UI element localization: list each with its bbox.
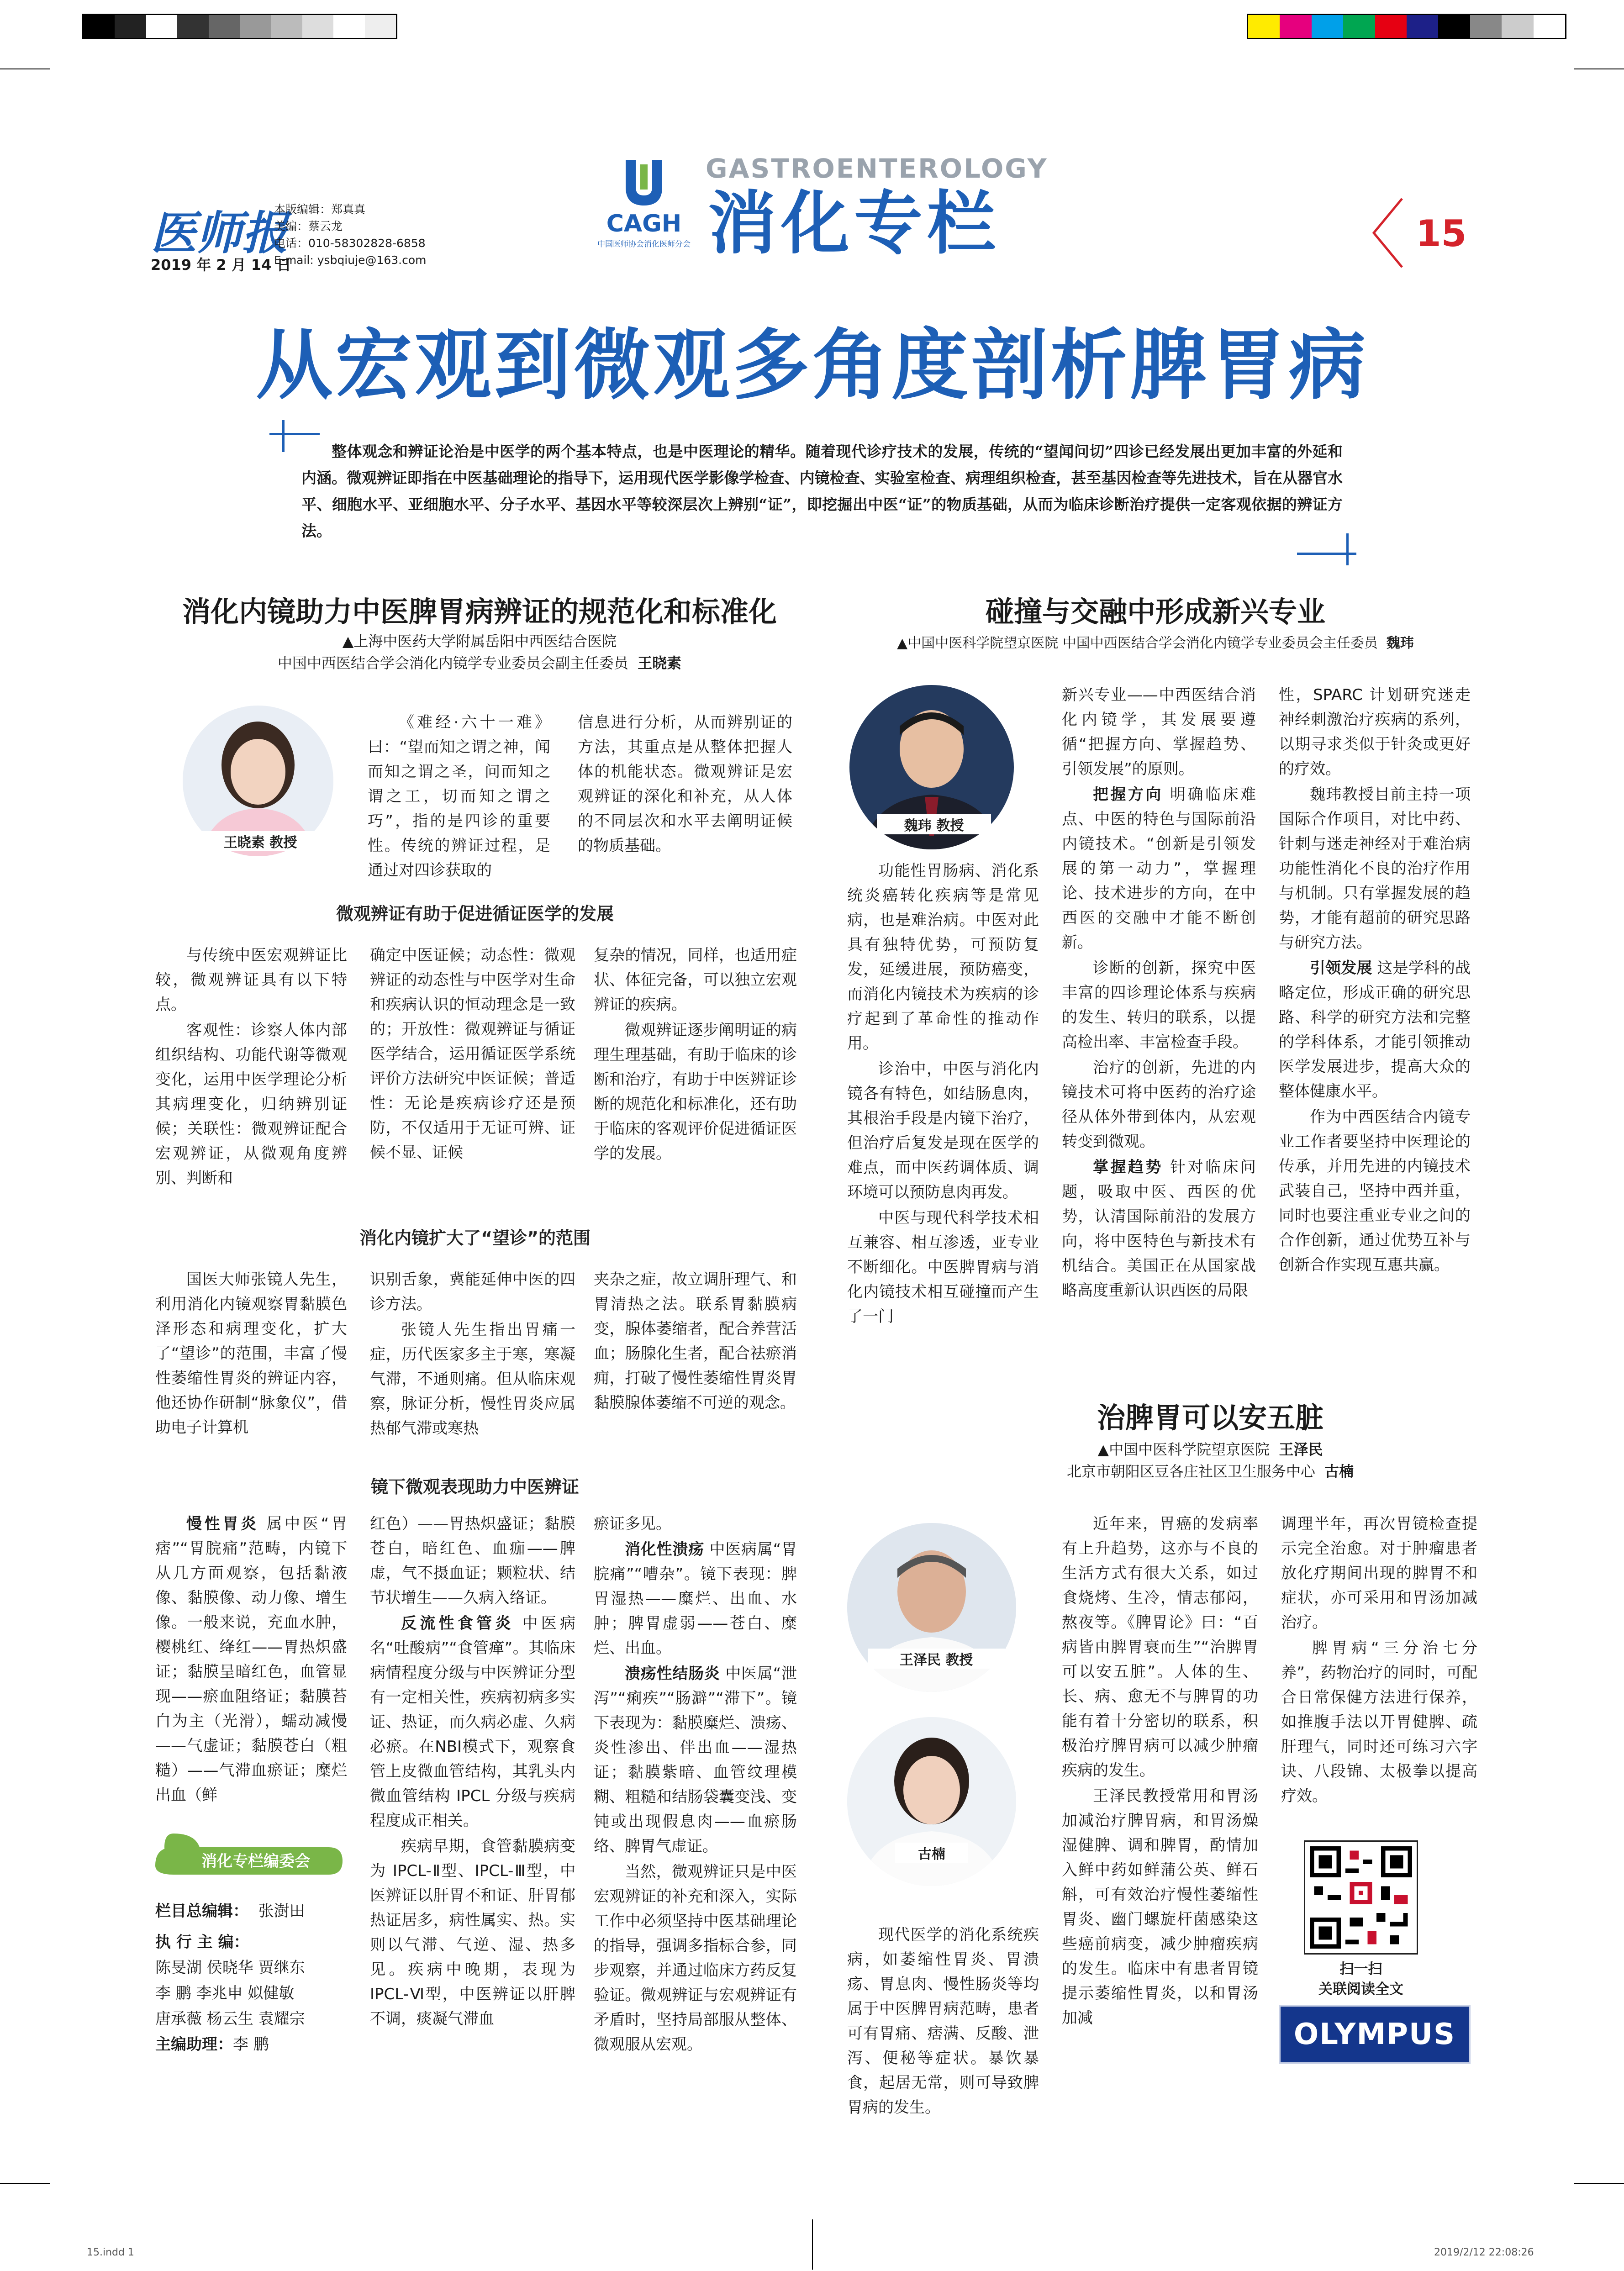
article2-col2: 新兴专业——中西医结合消化内镜学，其发展要遵循“把握方向、掌握趋势、引领发展”的原则。 把握方向 明确临床难点、中医的特色与国际前沿内镜技术。“创新是引领发展的第一动力”，掌握理论、技术进步的方向，在中西医的交融中才能不断创新。 诊断的创新，探究中医丰富的四诊理论体系与疾病的发生、转归的联系，以提高检出率、丰富检查手段。 治疗的创新，先进的内镜技术可将中医药的治疗途径从体外带到体内，从宏观转变到微观。 掌握趋势 针对临床问题，吸取中医、西医的优势，认清国际前沿的发展方向，将中医特色与新技术有机结合。美国正在从国家战略高度重新认识西医的局限 <box>1062 686 1256 1300</box>
cagh-emblem-icon <box>617 155 671 210</box>
qr-caption-line2: 关联阅读全文 <box>1318 1981 1403 1997</box>
article1-intro-col1: 《难经·六十一难》曰：“望而知之谓之神，闻而知之谓之圣，问而知之谓之工，切而知之谓之巧”，指的是四诊的重要性。传统的辨证过程，是通过对四诊获取的 <box>368 713 550 880</box>
footer-slug-left: 15.indd 1 <box>87 2247 134 2258</box>
main-headline: 从宏观到微观多角度剖析脾胃病 <box>256 321 1368 410</box>
editor-line: 电话：010-58302828-6858 <box>274 237 426 250</box>
board-chief-name: 张澍田 <box>258 1902 305 1920</box>
qr-code[interactable] <box>1304 1840 1418 1955</box>
editor-info <box>274 201 426 269</box>
article3-col2: 调理半年，再次胃镜检查提示完全治愈。对于肿瘤患者放化疗期间出现的脾胃不和症状，亦可采用和胃汤加减治疗。 脾胃病“三分治七分养”，药物治疗的同时，可配合日常保健方法进行保养，如推腹手法以开胃健脾、疏肝理气，同时还可练习六字诀、八段锦、太极拳以提高疗效。 <box>1281 1515 1477 1805</box>
article2-byline-org: ▲中国中医科学院望京医院 中国中西医结合学会消化内镜学专业委员会主任委员 <box>897 635 1378 651</box>
crop-mark-bottom-center <box>812 2219 813 2270</box>
article1-author: 王晓素 <box>638 654 682 672</box>
editorial-board <box>137 1829 352 2126</box>
board-chief-label: 栏目总编辑： <box>155 1902 248 1920</box>
board-chief <box>155 1897 356 1925</box>
olympus-ad[interactable] <box>1279 2005 1471 2064</box>
article1-s2-col1: 国医大师张镜人先生，利用消化内镜观察胃黏膜色泽形态和病理变化，扩大了“望诊”的范围，丰富了慢性萎缩性胃炎的辨证内容，他还协作研制“脉象仪”，借助电子计算机 <box>155 1270 347 1437</box>
article3-byline-org1: ▲中国中医科学院望京医院 <box>1097 1441 1270 1458</box>
article3-author2: 古楠 <box>1324 1463 1354 1480</box>
article1-s3-col2: 红色）——胃热炽盛证；黏膜苍白，暗红色、血痂——脾虚，气不摄血证；颗粒状、结节状增生——久病入络证。 反流性食管炎 中医病名“吐酸病”“食管瘅”。其临床病情程度分级与中医辨证分型有一定相关性，疾病初病多实证、热证，而久病必虚、久病必瘀。在NBI模式下，观察食管上皮微血管结构，其乳头内微血管结构 IPCL 分级与疾病程度成正相关。 疾病早期，食管黏膜病变为 IPCL-Ⅱ型、IPCL-Ⅲ型，中医辨证以肝胃不和证、肝胃郁热证居多，病性属实、热。实则以气滞、气逆、湿、热多见。疾病中晚期，表现为 IPCL-Ⅵ型，中医辨证以肝脾不调，痰凝气滞血 <box>370 1515 576 2028</box>
author-photo-caption: 魏玮 教授 <box>877 814 991 834</box>
board-exec-label: 执 行 主 编： <box>155 1933 249 1951</box>
article2-byline <box>836 632 1475 654</box>
article2-col1: 功能性胃肠病、消化系统炎癌转化疾病等是常见病，也是难治病。中医对此具有独特优势，可预防复发，延缓进展，预防癌变，而消化内镜技术为疾病的诊疗起到了革命性的推动作用。 诊治中，中医与消化内镜各有特色，如结肠息肉，其根治手段是内镜下治疗，但治疗后复发是现在医学的难点，而中医药调体质、调环境可以预防息肉再发。 中医与现代科学技术相互兼容、相互渗透，亚专业不断细化。中医脾胃病与消化内镜技术相互碰撞而产生了一门 <box>847 862 1039 1326</box>
article1-subheading-1: 微观辨证有助于促进循证医学的发展 <box>336 904 614 924</box>
board-badge-label: 消化专栏编委会 <box>201 1852 310 1871</box>
board-exec <box>155 1929 356 2057</box>
intro-bracket-bottom-v <box>1346 533 1349 565</box>
editor-line: 美编：蔡云龙 <box>274 220 343 233</box>
lead-chronic-gastritis: 慢性胃炎 <box>186 1515 259 1533</box>
article3-col1: 近年来，胃癌的发病率有上升趋势，这亦与不良的生活方式有很大关系，如过食烧烤、生冷，情志郁闷，熬夜等。《脾胃论》曰：“百病皆由脾胃衰而生”“治脾胃可以安五脏”。人体的生、长、病、愈无不与脾胃的功能有着十分密切的联系，积极治疗脾胃病可以减少肿瘤疾病的发生。 王泽民教授常用和胃汤加减治疗脾胃病，和胃汤燥湿健脾、调和脾胃，酌情加入鲜中药如鲜蒲公英、鲜石斛，可有效治疗慢性萎缩性胃炎、幽门螺旋杆菌感染这些癌前病变，减少肿瘤疾病的发生。临床中有患者胃镜提示萎缩性胃炎，以和胃汤加减 <box>1062 1515 1258 2027</box>
article3-byline <box>936 1438 1484 1482</box>
cagh-logo <box>566 155 722 269</box>
article1-s1-col2: 确定中医证候；动态性：微观辨证的动态性与中医学对生命和疾病认识的恒动理念是一致的；开放性：微观辨证与循证医学结合，运用循证医学系统评价方法研究中医证候；普适性：无论是疾病诊疗还是预防，不仅适用于无证可辨、证候不显、证候 <box>370 946 575 1162</box>
article1-intro-col2: 信息进行分析，从而辨别证的方法，其重点是从整体把握人体的机能状态。微观辨证是宏观辨证的深化和补充，从人体的不同层次和水平去阐明证候的物质基础。 <box>578 713 792 855</box>
article1-s1-col1: 与传统中医宏观辨证比较，微观辨证具有以下特点。 客观性：诊察人体内部组织结构、功能代谢等微观变化，运用中医学理论分析其病理变化，归纳辨别证候；关联性：微观辨证配合宏观辨证，从微观角度辨别、判断和 <box>155 946 347 1187</box>
section-title-cn: 消化专栏 <box>708 184 1001 263</box>
editor-line: 本版编辑：郑真真 <box>274 203 366 216</box>
article1-s3-col3: 瘀证多见。 消化性溃疡 中医病属“胃脘痛”“嘈杂”。镜下表现：脾胃湿热——糜烂、出血、水肿；脾胃虚弱——苍白、糜烂、出血。 溃疡性结肠炎 中医属“泄泻”“痢疾”“肠澼”“滞下”。镜下表现为：黏膜糜烂、溃疡、炎性渗出、伴出血——湿热证；黏膜紫暗、血管纹理模糊、粗糙和结肠袋囊变浅、变钝或出现假息肉——血瘀肠络、脾胃气虚证。 当然，微观辨证只是中医宏观辨证的补充和深入，实际工作中必须坚持中医基础理论的指导，强调多指标合参，同步观察，并通过临床方药反复验证。微观辨证与宏观辨证有矛盾时，坚持局部服从整体、微观服从宏观。 <box>594 1515 797 2054</box>
author-photo-caption: 古楠 <box>895 1843 968 1863</box>
board-exec-names: 陈旻湖 侯晓华 贾继东 <box>155 1959 305 1977</box>
intro-bracket-top-v <box>282 420 285 452</box>
section-title-en: GASTROENTEROLOGY <box>706 153 1048 184</box>
lead-grasp-direction: 把握方向 <box>1093 785 1163 804</box>
article1-s2-col3: 夹杂之症，故立调肝理气、和胃清热之法。联系胃黏膜病变，腺体萎缩者，配合养营活血；肠腺化生者，配合祛瘀消痈，打破了慢性萎缩性胃炎胃黏膜腺体萎缩不可逆的观念。 <box>594 1270 797 1412</box>
lead-ulcerative-colitis: 溃疡性结肠炎 <box>625 1665 720 1683</box>
article3-col0: 现代医学的消化系统疾病，如萎缩性胃炎、胃溃疡、胃息肉、慢性肠炎等均属于中医脾胃病范畴，患者可有胃痛、痞满、反酸、泄泻、便秘等症状。暴饮暴食，起居无常，则可导致脾胃病的发生。 <box>847 1926 1039 2117</box>
intro-bracket-top <box>269 433 320 435</box>
board-exec-names: 李 鹏 李兆申 姒健敏 <box>155 1984 295 2002</box>
editor-line: E-mail: ysbqiuje@163.com <box>274 253 427 267</box>
masthead: 医师报 <box>151 206 288 260</box>
lead-reflux-esophagitis: 反流性食管炎 <box>401 1614 514 1633</box>
article3-byline-org2: 北京市朝阳区豆各庄社区卫生服务中心 <box>1066 1463 1315 1480</box>
article1-subheading-3: 镜下微观表现助力中医辨证 <box>370 1477 579 1497</box>
qr-caption <box>1292 1959 1429 1999</box>
author-photo-caption: 王晓素 教授 <box>192 831 329 851</box>
crop-mark-bl <box>0 2183 50 2184</box>
article1-s3-col1: 慢性胃炎 属中医“胃痞”“胃脘痛”范畴，内镜下从几方面观察，包括黏液像、黏膜像、动力像、增生像。一般来说，充血水肿，樱桃红、绛红——胃热炽盛证；黏膜呈暗红色，血管显现——瘀血阻络证；黏膜苔白为主（光滑），蠕动减慢——气虚证；黏膜苍白（粗糙）——气滞血瘀证；糜烂出血（鲜 <box>155 1515 347 1804</box>
intro-paragraph: 整体观念和辨证论治是中医学的两个基本特点，也是中医理论的精华。随着现代诊疗技术的发展，传统的“望闻问切”四诊已经发展出更加丰富的外延和内涵。微观辨证即指在中医基础理论的指导下，运用现代医学影像学检查、内镜检查、实验室检查、病理组织检查，甚至基因检查等先进技术，旨在从器官水平、细胞水平、亚细胞水平、分子水平、基因水平等较深层次上辨别“证”，即挖掘出中医“证”的物质基础，从而为临床诊断治疗提供一定客观依据的辨证方法。 <box>301 443 1343 540</box>
issue-date: 2019 年 2 月 14 日 <box>151 256 291 274</box>
article1-s2-col2: 识别舌象，冀能延伸中医的四诊方法。 张镜人先生指出胃痛一症，历代医家多主于寒，寒凝气滞，不通则痛。但从临床观察，脉证分析，慢性胃炎应属热郁气滞或寒热 <box>370 1270 575 1438</box>
article2-title: 碰撞与交融中形成新兴专业 <box>985 595 1325 628</box>
page-number-chevron-icon <box>1370 196 1407 269</box>
article2-col3: 性，SPARC 计划研究迷走神经刺激治疗疾病的系列，以期寻求类似于针灸或更好的疗效。 魏玮教授目前主持一项国际合作项目，对比中药、针刺与迷走神经对于难治病功能性消化不良的治疗作用与机制。只有掌握发展的趋势，才能有超前的研究思路与研究方法。 引领发展 这是学科的战略定位，形成正确的研究思路、科学的研究方法和完整的学科体系，才能引领推动医学发展进步，提高大众的整体健康水平。 作为中西医结合内镜专业工作者要坚持中医理论的传承，并用先进的内镜技术武装自己，坚持中西并重，同时也要注重亚专业之间的合作创新，通过优势互补与创新合作实现互惠共赢。 <box>1279 686 1471 1274</box>
footer-slug-right: 2019/2/12 22:08:26 <box>1434 2247 1534 2258</box>
registration-bar-right <box>1247 14 1566 39</box>
article1-title: 消化内镜助力中医脾胃病辨证的规范化和标准化 <box>182 595 777 628</box>
article1-byline <box>146 630 813 674</box>
article1-byline-role: 中国中西医结合学会消化内镜学专业委员会副主任委员 <box>277 654 628 672</box>
cagh-logo-text: CAGH <box>606 210 682 237</box>
crop-mark-br <box>1574 2183 1624 2184</box>
author-photo-caption: 王泽民 教授 <box>868 1649 1005 1669</box>
lead-peptic-ulcer: 消化性溃疡 <box>625 1540 704 1559</box>
article3-author1: 王泽民 <box>1279 1441 1323 1458</box>
registration-bar-left <box>82 14 397 39</box>
qr-code-icon <box>1305 1842 1417 1953</box>
olympus-logo: OLYMPUS <box>1293 2018 1456 2051</box>
board-assist-name: 李 鹏 <box>233 2035 269 2054</box>
board-exec-names: 唐承薇 杨云生 袁耀宗 <box>155 2010 305 2028</box>
board-assist-label: 主编助理： <box>155 2035 233 2054</box>
article3-title: 治脾胃可以安五脏 <box>1097 1401 1323 1434</box>
article2-author: 魏玮 <box>1386 635 1414 651</box>
qr-caption-line1: 扫一扫 <box>1339 1961 1382 1977</box>
page-number: 15 <box>1416 212 1467 255</box>
crop-mark-tr <box>1574 68 1624 69</box>
lead-lead-development: 引领发展 <box>1310 959 1372 977</box>
cagh-logo-sub: 中国医师协会消化医师分会 <box>597 240 691 249</box>
article1-subheading-2: 消化内镜扩大了“望诊”的范围 <box>359 1228 591 1248</box>
crop-mark-tl <box>0 68 50 69</box>
article1-s1-col3: 复杂的情况，同样，也适用症状、体征完备，可以独立宏观辨证的疾病。 微观辨证逐步阐明证的病理生理基础，有助于临床的诊断和治疗，有助于中医辨证诊断的规范化和标准化，还有助于临床的客观评价促进循证医学的发展。 <box>594 946 797 1163</box>
lead-master-trend: 掌握趋势 <box>1093 1158 1163 1176</box>
article1-byline-org: ▲上海中医药大学附属岳阳中西医结合医院 <box>342 632 617 650</box>
